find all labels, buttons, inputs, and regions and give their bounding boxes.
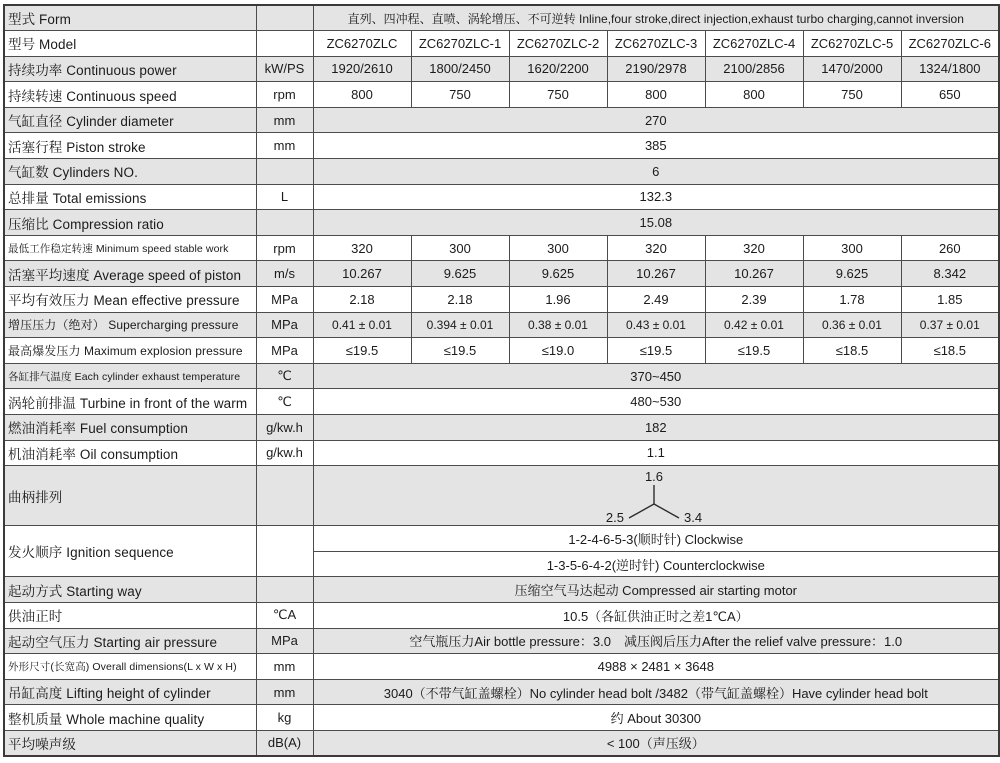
label-cell: 气缸直径 Cylinder diameter bbox=[4, 107, 256, 133]
row-model bbox=[4, 31, 999, 57]
value-cell: 750 bbox=[411, 82, 509, 108]
value-cell: ≤18.5 bbox=[803, 338, 901, 364]
label-cell: 曲柄排列 bbox=[4, 466, 256, 526]
unit-cell: MPa bbox=[256, 628, 313, 654]
value-cell: 10.5（各缸供油正时之差1℃A） bbox=[313, 602, 999, 628]
value-cell: ZC6270ZLC bbox=[313, 31, 411, 57]
engine-spec-table bbox=[3, 4, 1000, 757]
value-cell: ZC6270ZLC-3 bbox=[607, 31, 705, 57]
value-cell: 800 bbox=[607, 82, 705, 108]
label-cell: 燃油消耗率 Fuel consumption bbox=[4, 415, 256, 441]
value-cell: ZC6270ZLC-6 bbox=[901, 31, 999, 57]
value-cell: 320 bbox=[607, 235, 705, 261]
value-cell: 9.625 bbox=[509, 261, 607, 287]
value-cell: 9.625 bbox=[803, 261, 901, 287]
row-ignition-sequence bbox=[4, 526, 999, 552]
value-cell: 1.78 bbox=[803, 287, 901, 313]
unit-cell bbox=[256, 526, 313, 577]
value-cell: 8.342 bbox=[901, 261, 999, 287]
value-cell: 300 bbox=[411, 235, 509, 261]
row-maximum-explosion-pressure bbox=[4, 338, 999, 364]
unit-cell: rpm bbox=[256, 235, 313, 261]
value-cell: 约 About 30300 bbox=[313, 705, 999, 731]
value-cell: 385 bbox=[313, 133, 999, 159]
row-whole-machine-quality bbox=[4, 705, 999, 731]
unit-cell: L bbox=[256, 184, 313, 210]
crank-line bbox=[629, 504, 654, 518]
value-cell: 10.267 bbox=[705, 261, 803, 287]
label-cell: 涡轮前排温 Turbine in front of the warm bbox=[4, 389, 256, 415]
label-cell: 最高爆发压力 Maximum explosion pressure bbox=[4, 338, 256, 364]
value-cell: ≤18.5 bbox=[901, 338, 999, 364]
value-cell: < 100（声压级） bbox=[313, 730, 999, 756]
label-cell: 气缸数 Cylinders NO. bbox=[4, 159, 256, 185]
value-cell: 1920/2610 bbox=[313, 56, 411, 82]
row-mean-effective-pressure bbox=[4, 287, 999, 313]
value-cell: 10.267 bbox=[607, 261, 705, 287]
label-cell: 持续功率 Continuous power bbox=[4, 56, 256, 82]
unit-cell bbox=[256, 159, 313, 185]
row-starting-way bbox=[4, 577, 999, 603]
unit-cell: mm bbox=[256, 133, 313, 159]
label-cell: 最低工作稳定转速 Minimum speed stable work bbox=[4, 235, 256, 261]
value-cell: 压缩空气马达起动 Compressed air starting motor bbox=[313, 577, 999, 603]
value-cell: ≤19.5 bbox=[313, 338, 411, 364]
unit-cell bbox=[256, 577, 313, 603]
value-cell: 480~530 bbox=[313, 389, 999, 415]
row-crank-arrangement bbox=[4, 466, 999, 526]
value-cell: ZC6270ZLC-2 bbox=[509, 31, 607, 57]
unit-cell: g/kw.h bbox=[256, 440, 313, 466]
value-cell: 2.18 bbox=[313, 287, 411, 313]
crank-label-right: 3.4 bbox=[683, 509, 702, 524]
value-cell: ≤19.0 bbox=[509, 338, 607, 364]
value-cell: ≤19.5 bbox=[705, 338, 803, 364]
unit-cell bbox=[256, 31, 313, 57]
value-cell: 15.08 bbox=[313, 210, 999, 236]
row-starting-air-pressure bbox=[4, 628, 999, 654]
row-cylinder-diameter bbox=[4, 107, 999, 133]
row-lifting-height bbox=[4, 679, 999, 705]
value-cell: ZC6270ZLC-4 bbox=[705, 31, 803, 57]
value-cell: 320 bbox=[705, 235, 803, 261]
label-cell: 机油消耗率 Oil consumption bbox=[4, 440, 256, 466]
unit-cell: ℃A bbox=[256, 602, 313, 628]
value-cell: 0.394 ± 0.01 bbox=[411, 312, 509, 338]
value-cell: ≤19.5 bbox=[411, 338, 509, 364]
value-cell: ≤19.5 bbox=[607, 338, 705, 364]
unit-cell: g/kw.h bbox=[256, 415, 313, 441]
row-overall-dimensions bbox=[4, 654, 999, 680]
value-cell: 1-3-5-6-4-2(逆时针) Counterclockwise bbox=[313, 551, 999, 577]
value-cell: 182 bbox=[313, 415, 999, 441]
value-cell: 直列、四冲程、直喷、涡轮增压、不可逆转 Inline,four stroke,direct injection,exhaust turbo charging,cannot inversion bbox=[313, 5, 999, 31]
value-cell: 0.41 ± 0.01 bbox=[313, 312, 411, 338]
unit-cell: kW/PS bbox=[256, 56, 313, 82]
value-cell: 800 bbox=[705, 82, 803, 108]
value-cell: 0.36 ± 0.01 bbox=[803, 312, 901, 338]
row-cylinders-no bbox=[4, 159, 999, 185]
label-cell: 型式 Form bbox=[4, 5, 256, 31]
unit-cell: mm bbox=[256, 679, 313, 705]
row-form bbox=[4, 5, 999, 31]
value-cell: 1.1 bbox=[313, 440, 999, 466]
label-cell: 外形尺寸(长宽高) Overall dimensions(L x W x H) bbox=[4, 654, 256, 680]
label-cell: 平均噪声级 bbox=[4, 730, 256, 756]
unit-cell: ℃ bbox=[256, 363, 313, 389]
value-cell: 1470/2000 bbox=[803, 56, 901, 82]
unit-cell bbox=[256, 210, 313, 236]
value-cell: 2190/2978 bbox=[607, 56, 705, 82]
row-continuous-speed bbox=[4, 82, 999, 108]
value-cell: 260 bbox=[901, 235, 999, 261]
unit-cell bbox=[256, 5, 313, 31]
crank-arrangement-diagram bbox=[591, 468, 721, 524]
unit-cell bbox=[256, 466, 313, 526]
row-oil-consumption bbox=[4, 440, 999, 466]
row-fuel-consumption bbox=[4, 415, 999, 441]
value-cell: ZC6270ZLC-5 bbox=[803, 31, 901, 57]
label-cell: 增压压力（绝对） Supercharging pressure bbox=[4, 312, 256, 338]
label-cell: 起动方式 Starting way bbox=[4, 577, 256, 603]
value-cell: 320 bbox=[313, 235, 411, 261]
value-cell: 2.49 bbox=[607, 287, 705, 313]
value-cell: 1.85 bbox=[901, 287, 999, 313]
crank-label-left: 2.5 bbox=[605, 509, 624, 524]
value-cell: 300 bbox=[803, 235, 901, 261]
unit-cell: m/s bbox=[256, 261, 313, 287]
value-cell: 650 bbox=[901, 82, 999, 108]
crank-label-top: 1.6 bbox=[644, 468, 663, 484]
value-cell: 2.18 bbox=[411, 287, 509, 313]
value-cell: 空气瓶压力Air bottle pressure：3.0 减压阀后压力After the relief valve pressure：1.0 bbox=[313, 628, 999, 654]
value-cell: 0.37 ± 0.01 bbox=[901, 312, 999, 338]
row-average-piston-speed bbox=[4, 261, 999, 287]
label-cell: 持续转速 Continuous speed bbox=[4, 82, 256, 108]
value-cell: 800 bbox=[313, 82, 411, 108]
label-cell: 型号 Model bbox=[4, 31, 256, 57]
unit-cell: MPa bbox=[256, 287, 313, 313]
unit-cell: MPa bbox=[256, 312, 313, 338]
row-turbine-front-temperature bbox=[4, 389, 999, 415]
label-cell: 活塞平均速度 Average speed of piston bbox=[4, 261, 256, 287]
unit-cell: kg bbox=[256, 705, 313, 731]
value-cell: 10.267 bbox=[313, 261, 411, 287]
value-cell: 2100/2856 bbox=[705, 56, 803, 82]
row-continuous-power bbox=[4, 56, 999, 82]
value-cell: 270 bbox=[313, 107, 999, 133]
value-cell: 1620/2200 bbox=[509, 56, 607, 82]
value-cell: 750 bbox=[509, 82, 607, 108]
row-average-noise-level bbox=[4, 730, 999, 756]
value-cell: 1800/2450 bbox=[411, 56, 509, 82]
value-cell: 750 bbox=[803, 82, 901, 108]
value-cell: 0.43 ± 0.01 bbox=[607, 312, 705, 338]
row-supercharging-pressure bbox=[4, 312, 999, 338]
row-total-emissions bbox=[4, 184, 999, 210]
row-fuel-supply-timing bbox=[4, 602, 999, 628]
label-cell: 压缩比 Compression ratio bbox=[4, 210, 256, 236]
value-cell: 1.96 bbox=[509, 287, 607, 313]
value-cell: 0.38 ± 0.01 bbox=[509, 312, 607, 338]
unit-cell: ℃ bbox=[256, 389, 313, 415]
value-cell: 132.3 bbox=[313, 184, 999, 210]
value-cell: 4988 × 2481 × 3648 bbox=[313, 654, 999, 680]
label-cell: 起动空气压力 Starting air pressure bbox=[4, 628, 256, 654]
unit-cell: dB(A) bbox=[256, 730, 313, 756]
row-minimum-stable-speed bbox=[4, 235, 999, 261]
value-cell: 6 bbox=[313, 159, 999, 185]
value-cell bbox=[313, 466, 999, 526]
value-cell: 300 bbox=[509, 235, 607, 261]
row-cylinder-exhaust-temperature bbox=[4, 363, 999, 389]
unit-cell: mm bbox=[256, 107, 313, 133]
value-cell: 3040（不带气缸盖螺栓）No cylinder head bolt /3482（带气缸盖螺栓）Have cylinder head bolt bbox=[313, 679, 999, 705]
row-piston-stroke bbox=[4, 133, 999, 159]
value-cell: 1324/1800 bbox=[901, 56, 999, 82]
unit-cell: rpm bbox=[256, 82, 313, 108]
value-cell: 2.39 bbox=[705, 287, 803, 313]
label-cell: 发火顺序 Ignition sequence bbox=[4, 526, 256, 577]
value-cell: 370~450 bbox=[313, 363, 999, 389]
crank-line bbox=[654, 504, 679, 518]
label-cell: 平均有效压力 Mean effective pressure bbox=[4, 287, 256, 313]
label-cell: 各缸排气温度 Each cylinder exhaust temperature bbox=[4, 363, 256, 389]
value-cell: 9.625 bbox=[411, 261, 509, 287]
value-cell: 0.42 ± 0.01 bbox=[705, 312, 803, 338]
label-cell: 吊缸高度 Lifting height of cylinder bbox=[4, 679, 256, 705]
unit-cell: MPa bbox=[256, 338, 313, 364]
value-cell: ZC6270ZLC-1 bbox=[411, 31, 509, 57]
unit-cell: mm bbox=[256, 654, 313, 680]
label-cell: 整机质量 Whole machine quality bbox=[4, 705, 256, 731]
engine-spec-table-body bbox=[4, 5, 999, 756]
label-cell: 总排量 Total emissions bbox=[4, 184, 256, 210]
label-cell: 供油正时 bbox=[4, 602, 256, 628]
label-cell: 活塞行程 Piston stroke bbox=[4, 133, 256, 159]
row-compression-ratio bbox=[4, 210, 999, 236]
value-cell: 1-2-4-6-5-3(顺时针) Clockwise bbox=[313, 526, 999, 552]
